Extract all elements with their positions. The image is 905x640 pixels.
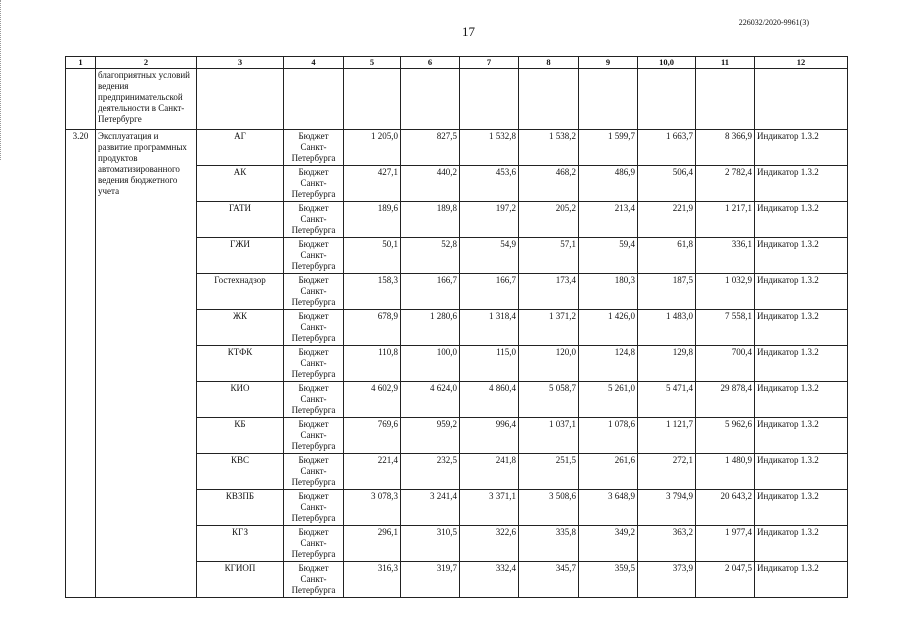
value-cell-v9: 3 648,9: [579, 490, 638, 526]
value-cell-v7: 54,9: [460, 238, 519, 274]
value-cell-v10: 187,5: [638, 274, 696, 310]
org-cell: КВС: [197, 454, 284, 490]
value-cell-v8: 345,7: [519, 562, 579, 598]
value-cell-v5: 769,6: [344, 418, 401, 454]
value-cell-v9: 180,3: [579, 274, 638, 310]
funding-source-cell: Бюджет Санкт-Петербурга: [284, 274, 344, 310]
funding-source-cell: Бюджет Санкт-Петербурга: [284, 310, 344, 346]
value-cell-v10: 1 121,7: [638, 418, 696, 454]
org-cell: АГ: [197, 130, 284, 166]
value-cell-v11: 2 047,5: [696, 562, 755, 598]
value-cell-v11: 2 782,4: [696, 166, 755, 202]
section-name: Эксплуатация и развитие программных продуктов автоматизированного ведения бюджетного учета: [96, 130, 197, 598]
org-cell: КГЗ: [197, 526, 284, 562]
value-cell-v6: 827,5: [401, 130, 460, 166]
value-cell-v7: 4 860,4: [460, 382, 519, 418]
indicator-cell: Индикатор 1.3.2: [755, 166, 848, 202]
value-cell-v6: 1 280,6: [401, 310, 460, 346]
value-cell-v10: 1 663,7: [638, 130, 696, 166]
org-cell: ГЖИ: [197, 238, 284, 274]
org-cell: КВЗПБ: [197, 490, 284, 526]
funding-source-cell: Бюджет Санкт-Петербурга: [284, 418, 344, 454]
value-cell-v8: 1 371,2: [519, 310, 579, 346]
value-cell-v7: 241,8: [460, 454, 519, 490]
funding-source-cell: Бюджет Санкт-Петербурга: [284, 238, 344, 274]
value-cell-v6: 3 241,4: [401, 490, 460, 526]
indicator-cell: Индикатор 1.3.2: [755, 346, 848, 382]
value-cell-v7: 453,6: [460, 166, 519, 202]
indicator-cell: Индикатор 1.3.2: [755, 202, 848, 238]
value-cell-v9: 1 078,6: [579, 418, 638, 454]
value-cell-v11: 700,4: [696, 346, 755, 382]
org-cell: ГАТИ: [197, 202, 284, 238]
column-number-row: [66, 57, 848, 69]
continued-name-cell: благоприятных условий ведения предпринимательской деятельности в Санкт-Петербурге: [96, 69, 197, 130]
value-cell-v11: 7 558,1: [696, 310, 755, 346]
value-cell-v9: 261,6: [579, 454, 638, 490]
value-cell-v7: 322,6: [460, 526, 519, 562]
budget-table: [65, 56, 848, 598]
value-cell-v6: 100,0: [401, 346, 460, 382]
value-cell-v10: 129,8: [638, 346, 696, 382]
value-cell-v8: 1 538,2: [519, 130, 579, 166]
value-cell-v7: 1 532,8: [460, 130, 519, 166]
column-header-4: 4: [284, 57, 344, 69]
value-cell-v9: 1 426,0: [579, 310, 638, 346]
value-cell-v9: 1 599,7: [579, 130, 638, 166]
value-cell-v5: 221,4: [344, 454, 401, 490]
value-cell-v5: 110,8: [344, 346, 401, 382]
indicator-cell: Индикатор 1.3.2: [755, 310, 848, 346]
value-cell-v8: 173,4: [519, 274, 579, 310]
value-cell-v8: 57,1: [519, 238, 579, 274]
value-cell-v6: 959,2: [401, 418, 460, 454]
funding-source-cell: Бюджет Санкт-Петербурга: [284, 526, 344, 562]
org-cell: КТФК: [197, 346, 284, 382]
value-cell-v9: 213,4: [579, 202, 638, 238]
value-cell-v6: 319,7: [401, 562, 460, 598]
org-cell: КИО: [197, 382, 284, 418]
value-cell-v6: 52,8: [401, 238, 460, 274]
value-cell-v5: 427,1: [344, 166, 401, 202]
page-number: 17: [462, 24, 475, 39]
org-cell: АК: [197, 166, 284, 202]
column-header-9: 9: [579, 57, 638, 69]
value-cell-v10: 506,4: [638, 166, 696, 202]
value-cell-v6: 189,8: [401, 202, 460, 238]
value-cell-v7: 332,4: [460, 562, 519, 598]
value-cell-v8: 251,5: [519, 454, 579, 490]
value-cell-v10: 1 483,0: [638, 310, 696, 346]
value-cell-v7: 996,4: [460, 418, 519, 454]
value-cell-v9: 5 261,0: [579, 382, 638, 418]
value-cell-v10: 3 794,9: [638, 490, 696, 526]
indicator-cell: Индикатор 1.3.2: [755, 490, 848, 526]
value-cell-v5: 3 078,3: [344, 490, 401, 526]
value-cell-v9: 59,4: [579, 238, 638, 274]
value-cell-v6: 4 624,0: [401, 382, 460, 418]
value-cell-v8: 468,2: [519, 166, 579, 202]
value-cell-v9: 486,9: [579, 166, 638, 202]
value-cell-v5: 296,1: [344, 526, 401, 562]
value-cell-v10: 61,8: [638, 238, 696, 274]
column-header-5: 5: [344, 57, 401, 69]
value-cell-v10: 5 471,4: [638, 382, 696, 418]
value-cell-v8: 1 037,1: [519, 418, 579, 454]
value-cell-v11: 336,1: [696, 238, 755, 274]
value-cell-v11: 1 032,9: [696, 274, 755, 310]
org-cell: КБ: [197, 418, 284, 454]
value-cell-v9: 349,2: [579, 526, 638, 562]
indicator-cell: Индикатор 1.3.2: [755, 274, 848, 310]
continued-num-cell: [66, 69, 96, 130]
funding-source-cell: Бюджет Санкт-Петербурга: [284, 166, 344, 202]
org-cell: Гостехнадзор: [197, 274, 284, 310]
value-cell-v11: 29 878,4: [696, 382, 755, 418]
value-cell-v7: 3 371,1: [460, 490, 519, 526]
value-cell-v6: 166,7: [401, 274, 460, 310]
indicator-cell: Индикатор 1.3.2: [755, 454, 848, 490]
value-cell-v9: 124,8: [579, 346, 638, 382]
indicator-cell: Индикатор 1.3.2: [755, 130, 848, 166]
binding-margin-mark: [0, 0, 5, 160]
column-header-11: 11: [696, 57, 755, 69]
value-cell-v8: 3 508,6: [519, 490, 579, 526]
indicator-cell: Индикатор 1.3.2: [755, 238, 848, 274]
indicator-cell: Индикатор 1.3.2: [755, 562, 848, 598]
column-header-6: 6: [401, 57, 460, 69]
funding-source-cell: Бюджет Санкт-Петербурга: [284, 562, 344, 598]
indicator-cell: Индикатор 1.3.2: [755, 382, 848, 418]
org-cell: ЖК: [197, 310, 284, 346]
value-cell-v11: 1 977,4: [696, 526, 755, 562]
value-cell-v11: 1 480,9: [696, 454, 755, 490]
value-cell-v8: 5 058,7: [519, 382, 579, 418]
value-cell-v5: 189,6: [344, 202, 401, 238]
value-cell-v6: 232,5: [401, 454, 460, 490]
table-row: [66, 130, 848, 166]
value-cell-v9: 359,5: [579, 562, 638, 598]
value-cell-v10: 221,9: [638, 202, 696, 238]
funding-source-cell: Бюджет Санкт-Петербурга: [284, 130, 344, 166]
value-cell-v11: 5 962,6: [696, 418, 755, 454]
column-header-7: 7: [460, 57, 519, 69]
funding-source-cell: Бюджет Санкт-Петербурга: [284, 346, 344, 382]
value-cell-v11: 8 366,9: [696, 130, 755, 166]
document-id: 226032/2020-9961(3): [738, 18, 809, 27]
column-header-12: 12: [755, 57, 848, 69]
value-cell-v10: 363,2: [638, 526, 696, 562]
value-cell-v8: 120,0: [519, 346, 579, 382]
value-cell-v8: 205,2: [519, 202, 579, 238]
column-header-2: 2: [96, 57, 197, 69]
value-cell-v5: 4 602,9: [344, 382, 401, 418]
column-header-3: 3: [197, 57, 284, 69]
column-header-8: 8: [519, 57, 579, 69]
value-cell-v11: 1 217,1: [696, 202, 755, 238]
value-cell-v5: 678,9: [344, 310, 401, 346]
funding-source-cell: Бюджет Санкт-Петербурга: [284, 382, 344, 418]
value-cell-v7: 1 318,4: [460, 310, 519, 346]
funding-source-cell: Бюджет Санкт-Петербурга: [284, 490, 344, 526]
funding-source-cell: Бюджет Санкт-Петербурга: [284, 202, 344, 238]
org-cell: КГИОП: [197, 562, 284, 598]
value-cell-v7: 197,2: [460, 202, 519, 238]
value-cell-v11: 20 643,2: [696, 490, 755, 526]
continued-row: [66, 69, 848, 130]
value-cell-v7: 166,7: [460, 274, 519, 310]
value-cell-v8: 335,8: [519, 526, 579, 562]
funding-source-cell: Бюджет Санкт-Петербурга: [284, 454, 344, 490]
value-cell-v5: 50,1: [344, 238, 401, 274]
column-header-10: 10,0: [638, 57, 696, 69]
indicator-cell: Индикатор 1.3.2: [755, 418, 848, 454]
section-number: 3.20: [66, 130, 96, 598]
value-cell-v5: 158,3: [344, 274, 401, 310]
value-cell-v6: 440,2: [401, 166, 460, 202]
value-cell-v7: 115,0: [460, 346, 519, 382]
value-cell-v5: 316,3: [344, 562, 401, 598]
value-cell-v6: 310,5: [401, 526, 460, 562]
value-cell-v10: 373,9: [638, 562, 696, 598]
value-cell-v10: 272,1: [638, 454, 696, 490]
column-header-1: 1: [66, 57, 96, 69]
value-cell-v5: 1 205,0: [344, 130, 401, 166]
indicator-cell: Индикатор 1.3.2: [755, 526, 848, 562]
